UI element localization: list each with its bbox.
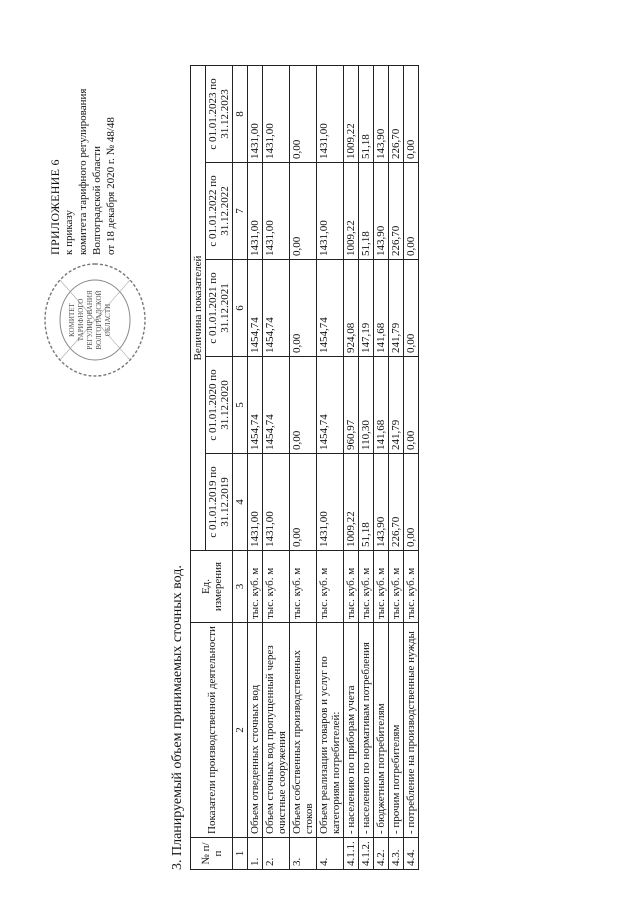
index-cell: 1 [233, 838, 248, 870]
row-number: 4.3. [389, 838, 404, 870]
row-indicator: - населению по нормативам потребления [359, 623, 374, 838]
row-number: 4.1.1. [344, 838, 359, 870]
row-value: 0,00 [290, 66, 317, 163]
indicators-table [190, 65, 419, 870]
table-index-row [233, 66, 248, 870]
appendix-title: ПРИЛОЖЕНИЕ 6 [48, 159, 62, 255]
row-indicator: - потребление на производственные нужды [404, 623, 419, 838]
row-value: 1431,00 [317, 66, 344, 163]
row-value: 1009,22 [344, 66, 359, 163]
row-number: 4. [317, 838, 344, 870]
row-value: 1431,00 [317, 454, 344, 551]
row-value: 1431,00 [263, 454, 290, 551]
index-cell: 3 [233, 551, 248, 623]
row-value: 241,79 [389, 260, 404, 357]
row-value: 1431,00 [317, 163, 344, 260]
row-number: 2. [263, 838, 290, 870]
row-value: 51,18 [359, 454, 374, 551]
index-cell: 5 [233, 357, 248, 454]
row-value: 960,97 [344, 357, 359, 454]
row-number: 4.4. [404, 838, 419, 870]
row-unit: тыс. куб. м [248, 551, 263, 623]
header-unit: Ед. измерения [191, 551, 233, 623]
row-value: 51,18 [359, 163, 374, 260]
row-value: 143,90 [374, 163, 389, 260]
row-value: 51,18 [359, 66, 374, 163]
row-value: 110,30 [359, 357, 374, 454]
row-value: 0,00 [404, 454, 419, 551]
header-line-1: к приказу [63, 209, 75, 255]
row-value: 147,19 [359, 260, 374, 357]
row-value: 1454,74 [317, 357, 344, 454]
row-value: 226,70 [389, 66, 404, 163]
table-row [404, 66, 419, 870]
header-line-3: Волгоградской области [91, 146, 103, 255]
seal-line: ОБЛАСТИ [104, 303, 112, 337]
table-row [389, 66, 404, 870]
row-unit: тыс. куб. м [317, 551, 344, 623]
row-value: 226,70 [389, 163, 404, 260]
table-row [317, 66, 344, 870]
table-row [290, 66, 317, 870]
header-values-group: Величина показателей [191, 66, 206, 551]
row-value: 924,08 [344, 260, 359, 357]
table-row [263, 66, 290, 870]
row-value: 0,00 [404, 163, 419, 260]
row-value: 1454,74 [248, 260, 263, 357]
row-number: 3. [290, 838, 317, 870]
header-period: с 01.01.2023 по 31.12.2023 [206, 66, 233, 163]
header-period: с 01.01.2019 по 31.12.2019 [206, 454, 233, 551]
index-cell: 4 [233, 454, 248, 551]
row-value: 1009,22 [344, 454, 359, 551]
row-indicator: - прочим потребителям [389, 623, 404, 838]
seal-line: РЕГУЛИРОВАНИЯ [86, 290, 94, 350]
seal-line: ВОЛГОГРАДСКОЙ [95, 290, 103, 350]
row-value: 1454,74 [263, 260, 290, 357]
table-body [248, 66, 419, 870]
index-cell: 2 [233, 623, 248, 838]
official-seal [40, 260, 150, 380]
header-period: с 01.01.2021 по 31.12.2021 [206, 260, 233, 357]
row-number: 1. [248, 838, 263, 870]
table-row [344, 66, 359, 870]
row-value: 0,00 [404, 66, 419, 163]
row-number: 4.2. [374, 838, 389, 870]
row-indicator: Объем сточных вод пропущенный через очистные сооружения [263, 623, 290, 838]
row-value: 0,00 [290, 260, 317, 357]
index-cell: 6 [233, 260, 248, 357]
row-value: 143,90 [374, 454, 389, 551]
row-value: 0,00 [404, 260, 419, 357]
table-header-row [191, 66, 206, 870]
seal-line: ТАРИФНОГО [77, 298, 85, 342]
header-period: с 01.01.2020 по 31.12.2020 [206, 357, 233, 454]
row-value: 1454,74 [263, 357, 290, 454]
header-line-2: комитета тарифного регулирования [77, 88, 89, 255]
seal-line: КОМИТЕТ [68, 303, 76, 337]
index-cell: 7 [233, 163, 248, 260]
row-indicator: - бюджетным потребителям [374, 623, 389, 838]
row-number: 4.1.2. [359, 838, 374, 870]
header-indicator: Показатели производственной деятельности [191, 623, 233, 838]
header-line-4: от 18 декабря 2020 г. № 48/48 [105, 117, 117, 255]
row-unit: тыс. куб. м [404, 551, 419, 623]
row-value: 0,00 [290, 454, 317, 551]
header-number: № п/п [191, 838, 233, 870]
index-cell: 8 [233, 66, 248, 163]
row-value: 1431,00 [248, 454, 263, 551]
row-value: 141,68 [374, 260, 389, 357]
row-value: 1454,74 [317, 260, 344, 357]
row-unit: тыс. куб. м [290, 551, 317, 623]
row-unit: тыс. куб. м [344, 551, 359, 623]
table-row [359, 66, 374, 870]
row-indicator: - населению по приборам учета [344, 623, 359, 838]
row-value: 0,00 [290, 163, 317, 260]
table-row [248, 66, 263, 870]
row-unit: тыс. куб. м [359, 551, 374, 623]
table-row [374, 66, 389, 870]
row-value: 1431,00 [248, 163, 263, 260]
header-period: с 01.01.2022 по 31.12.2022 [206, 163, 233, 260]
row-unit: тыс. куб. м [374, 551, 389, 623]
row-value: 1431,00 [248, 66, 263, 163]
row-value: 143,90 [374, 66, 389, 163]
row-value: 241,79 [389, 357, 404, 454]
row-value: 0,00 [404, 357, 419, 454]
row-value: 226,70 [389, 454, 404, 551]
row-indicator: Объем отведенных сточных вод [248, 623, 263, 838]
header-block [48, 5, 118, 255]
row-value: 0,00 [290, 357, 317, 454]
row-value: 141,68 [374, 357, 389, 454]
row-unit: тыс. куб. м [389, 551, 404, 623]
row-indicator: Объем реализации товаров и услуг по категориям потребителей: [317, 623, 344, 838]
row-value: 1431,00 [263, 163, 290, 260]
row-value: 1009,22 [344, 163, 359, 260]
section-title: 3. Планируемый объем принимаемых сточных вод. [170, 565, 185, 870]
row-value: 1454,74 [248, 357, 263, 454]
row-value: 1431,00 [263, 66, 290, 163]
row-indicator: Объем собственных производственных стоков [290, 623, 317, 838]
row-unit: тыс. куб. м [263, 551, 290, 623]
